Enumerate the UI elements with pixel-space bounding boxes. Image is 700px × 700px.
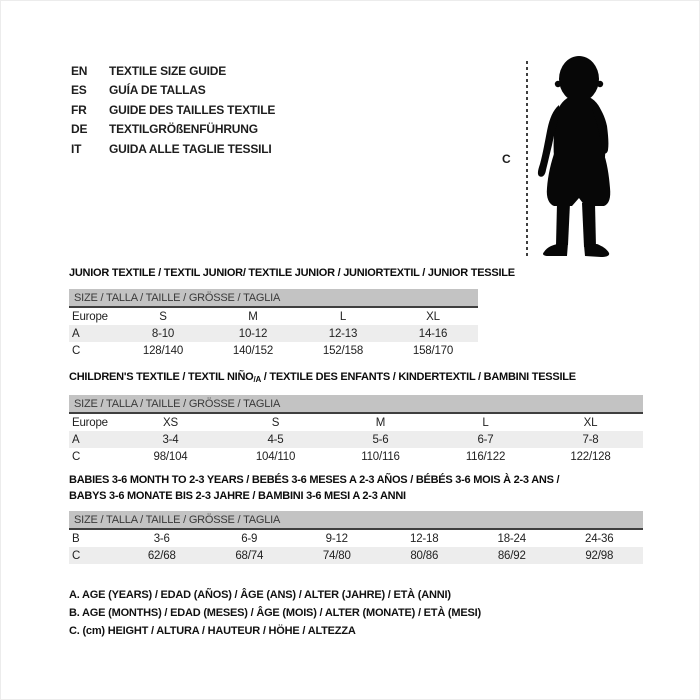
language-row-es — [71, 81, 275, 100]
table-row-age-months — [69, 530, 643, 547]
children-table-title — [69, 369, 576, 388]
row-label: B — [72, 532, 80, 545]
cell: 5-6 — [372, 433, 389, 446]
cell: 3-6 — [153, 532, 170, 545]
size-header-bar — [69, 289, 478, 308]
cell: XS — [163, 416, 178, 429]
children-table-rows — [69, 414, 643, 465]
language-label: GUIDE DES TAILLES TEXTILE — [109, 102, 276, 117]
baby-silhouette-icon — [533, 53, 625, 260]
language-code: EN — [71, 64, 88, 78]
cell: 12-13 — [328, 327, 358, 340]
cell: S — [159, 310, 167, 323]
language-label: TEXTILE SIZE GUIDE — [109, 64, 227, 78]
babies-title-line2: BABYS 3-6 MONATE BIS 2-3 JAHRE / BAMBINI 3-6 MESI A 2-3 ANNI — [69, 490, 406, 502]
language-code: DE — [71, 122, 88, 137]
row-label: A — [72, 433, 80, 446]
row-label: Europe — [72, 310, 108, 323]
cell: 7-8 — [582, 433, 599, 446]
junior-table-rows — [69, 308, 478, 359]
size-header-label: SIZE / TALLA / TAILLE / GRÖSSE / TAGLIA — [74, 291, 281, 304]
language-code: FR — [71, 102, 87, 117]
row-label: C — [72, 549, 81, 562]
cell: 140/152 — [232, 344, 274, 357]
cell: 74/80 — [322, 549, 351, 562]
legend-note-a: A. AGE (YEARS) / EDAD (AÑOS) / ÂGE (ANS) / ALTER (JAHRE) / ETÀ (ANNI) — [69, 589, 451, 601]
junior-table-title: JUNIOR TEXTILE / TEXTIL JUNIOR/ TEXTILE JUNIOR / JUNIORTEXTIL / JUNIOR TESSILE — [69, 267, 515, 279]
row-label: Europe — [72, 416, 108, 429]
language-code: IT — [71, 141, 82, 156]
cell: 18-24 — [497, 532, 526, 545]
cell: 8-10 — [151, 327, 175, 340]
cell: 110/116 — [361, 450, 400, 463]
cell: 24-36 — [585, 532, 614, 545]
language-row-fr — [71, 101, 275, 120]
cell: 116/122 — [465, 450, 506, 463]
language-row-it — [71, 140, 275, 159]
table-row-europe — [69, 414, 643, 431]
cell: XL — [583, 416, 598, 429]
table-row-height — [69, 448, 643, 465]
height-measure-label: C — [502, 152, 511, 166]
cell: 128/140 — [142, 344, 184, 357]
table-row-age — [69, 325, 478, 342]
cell: 86/92 — [497, 549, 526, 562]
legend-note-b: B. AGE (MONTHS) / EDAD (MESES) / ÂGE (MOIS) / ALTER (MONATE) / ETÀ (MESI) — [69, 607, 481, 619]
table-row-height — [69, 547, 643, 564]
cell: S — [271, 416, 280, 429]
legend-note-c: C. (cm) HEIGHT / ALTURA / HAUTEUR / HÖHE / ALTEZZA — [69, 625, 356, 637]
cell: XL — [426, 310, 440, 323]
babies-table-title — [69, 472, 559, 504]
cell: L — [482, 416, 489, 429]
size-header-label: SIZE / TALLA / TAILLE / GRÖSSE / TAGLIA — [74, 397, 281, 410]
cell: 122/128 — [570, 450, 611, 463]
table-row-europe — [69, 308, 478, 325]
cell: 68/74 — [235, 549, 264, 562]
children-title-suffix: / TEXTILE DES ENFANTS / KINDERTEXTIL / BAMBINI TESSILE — [260, 371, 576, 383]
table-row-height — [69, 342, 478, 359]
junior-table — [69, 289, 478, 359]
cell: 4-5 — [267, 433, 284, 446]
language-label: TEXTILGRÖßENFÜHRUNG — [109, 122, 258, 137]
language-label: GUIDA ALLE TAGLIE TESSILI — [109, 141, 272, 156]
cell: 14-16 — [418, 327, 448, 340]
children-title-prefix: CHILDREN'S TEXTILE / TEXTIL NIÑO — [69, 371, 254, 383]
height-measure-dotted-line — [526, 61, 528, 259]
cell: 92/98 — [585, 549, 614, 562]
language-list — [71, 62, 275, 159]
cell: M — [248, 310, 258, 323]
cell: 12-18 — [410, 532, 439, 545]
language-label: GUÍA DE TALLAS — [109, 83, 206, 98]
table-row-age — [69, 431, 643, 448]
size-header-label: SIZE / TALLA / TAILLE / GRÖSSE / TAGLIA — [74, 513, 281, 526]
size-header-bar — [69, 395, 643, 414]
cell: 62/68 — [147, 549, 176, 562]
cell: 9-12 — [325, 532, 348, 545]
size-header-bar — [69, 511, 643, 530]
row-label: C — [72, 450, 81, 463]
cell: 104/110 — [255, 450, 296, 463]
cell: 158/170 — [412, 344, 454, 357]
cell: 10-12 — [238, 327, 268, 340]
row-label: A — [72, 327, 80, 340]
babies-table — [69, 511, 643, 564]
cell: 6-9 — [241, 532, 258, 545]
legend-notes — [69, 586, 481, 640]
children-title-sub: /A — [253, 375, 261, 384]
cell: 98/104 — [153, 450, 188, 463]
cell: L — [339, 310, 347, 323]
babies-table-rows — [69, 530, 643, 564]
language-row-en — [71, 62, 275, 81]
cell: 152/158 — [322, 344, 364, 357]
children-table — [69, 395, 643, 465]
babies-title-line1: BABIES 3-6 MONTH TO 2-3 YEARS / BEBÉS 3-6 MESES A 2-3 AÑOS / BÉBÉS 3-6 MOIS À 2-3 ANS / — [69, 474, 560, 486]
cell: M — [375, 416, 386, 429]
language-code: ES — [71, 83, 87, 98]
language-row-de — [71, 120, 275, 139]
cell: 80/86 — [410, 549, 439, 562]
cell: 3-4 — [162, 433, 179, 446]
row-label: C — [72, 344, 81, 357]
cell: 6-7 — [477, 433, 494, 446]
